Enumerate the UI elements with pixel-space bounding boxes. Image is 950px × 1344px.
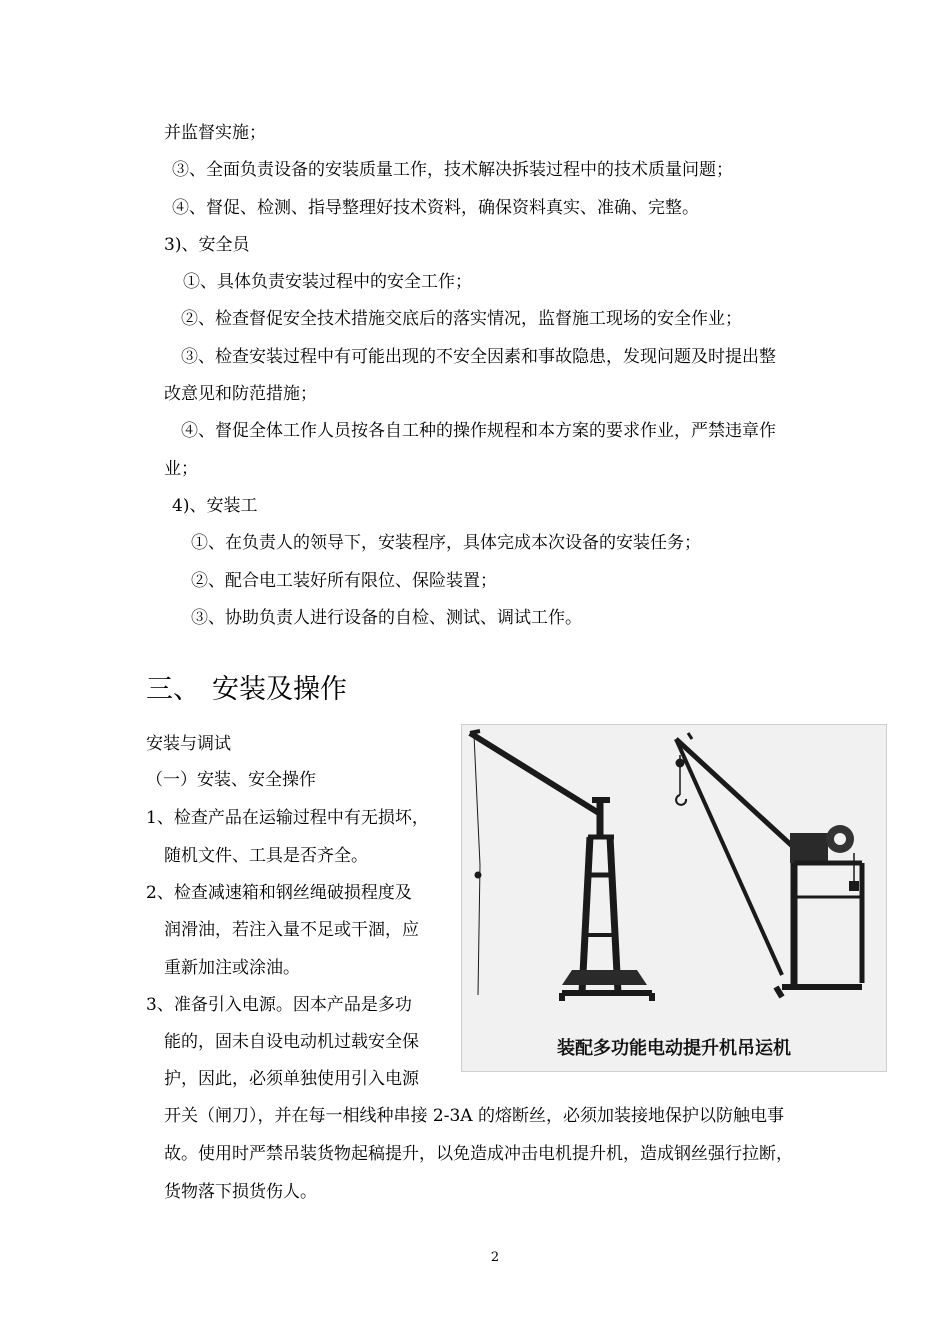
left-crane — [470, 731, 652, 1001]
install-sub-heading: （一）安装、安全操作 — [146, 770, 316, 790]
text-line: 故。使用时严禁吊装货物起稿提升，以免造成冲击电机提升机，造成钢丝强行拉断， — [164, 1144, 793, 1164]
text-line: 护，因此，必须单独使用引入电源 — [164, 1069, 419, 1089]
crane-illustration — [462, 725, 886, 1071]
text-line: ①、在负责人的领导下，安装程序，具体完成本次设备的安装任务； — [191, 533, 701, 553]
text-line: 润滑油，若注入量不足或干涸，应 — [164, 920, 419, 940]
install-subtitle: 安装与调试 — [146, 734, 231, 754]
text-line: 业； — [164, 459, 198, 479]
text-line: 并监督实施； — [164, 123, 266, 143]
section-number: 三、 — [146, 674, 200, 705]
text-line: 能的，固未自设电动机过载安全保 — [164, 1032, 419, 1052]
text-line: 随机文件、工具是否齐全。 — [164, 846, 368, 866]
text-line: ④、督促、检测、指导整理好技术资料，确保资料真实、准确、完整。 — [172, 198, 699, 218]
page-number: 2 — [490, 1250, 500, 1265]
text-line: 重新加注或涂油。 — [164, 958, 300, 978]
text-line: 2、检查减速箱和钢丝绳破损程度及 — [146, 883, 412, 903]
text-line: ③、协助负责人进行设备的自检、测试、调试工作。 — [191, 608, 582, 628]
text-line: 3、准备引入电源。因本产品是多功 — [146, 995, 412, 1015]
crane-figure — [461, 724, 887, 1072]
text-line: 1、检查产品在运输过程中有无损坏， — [146, 808, 429, 828]
text-line: 开关（闸刀），并在每一相线种串接 2-3A 的熔断丝，必须加装接地保护以防触电事 — [164, 1106, 784, 1126]
text-line: 4)、安装工 — [172, 496, 258, 516]
section-heading — [146, 673, 347, 707]
text-line: ④、督促全体工作人员按各自工种的操作规程和本方案的要求作业，严禁违章作 — [181, 421, 776, 441]
section-title: 安装及操作 — [212, 674, 347, 705]
text-line: 3)、安全员 — [164, 235, 250, 255]
text-line: ③、检查安装过程中有可能出现的不安全因素和事故隐患，发现问题及时提出整 — [181, 347, 776, 367]
right-crane — [676, 733, 862, 997]
text-line: ③、全面负责设备的安装质量工作，技术解决拆装过程中的技术质量问题； — [172, 160, 733, 180]
text-line: ②、配合电工装好所有限位、保险装置； — [191, 571, 497, 591]
text-line: ②、检查督促安全技术措施交底后的落实情况，监督施工现场的安全作业； — [181, 309, 742, 329]
text-line: ①、具体负责安装过程中的安全工作； — [183, 272, 472, 292]
figure-caption: 装配多功能电动提升机吊运机 — [557, 1038, 791, 1059]
text-line: 改意见和防范措施； — [164, 384, 317, 404]
text-line: 货物落下损货伤人。 — [164, 1182, 317, 1202]
